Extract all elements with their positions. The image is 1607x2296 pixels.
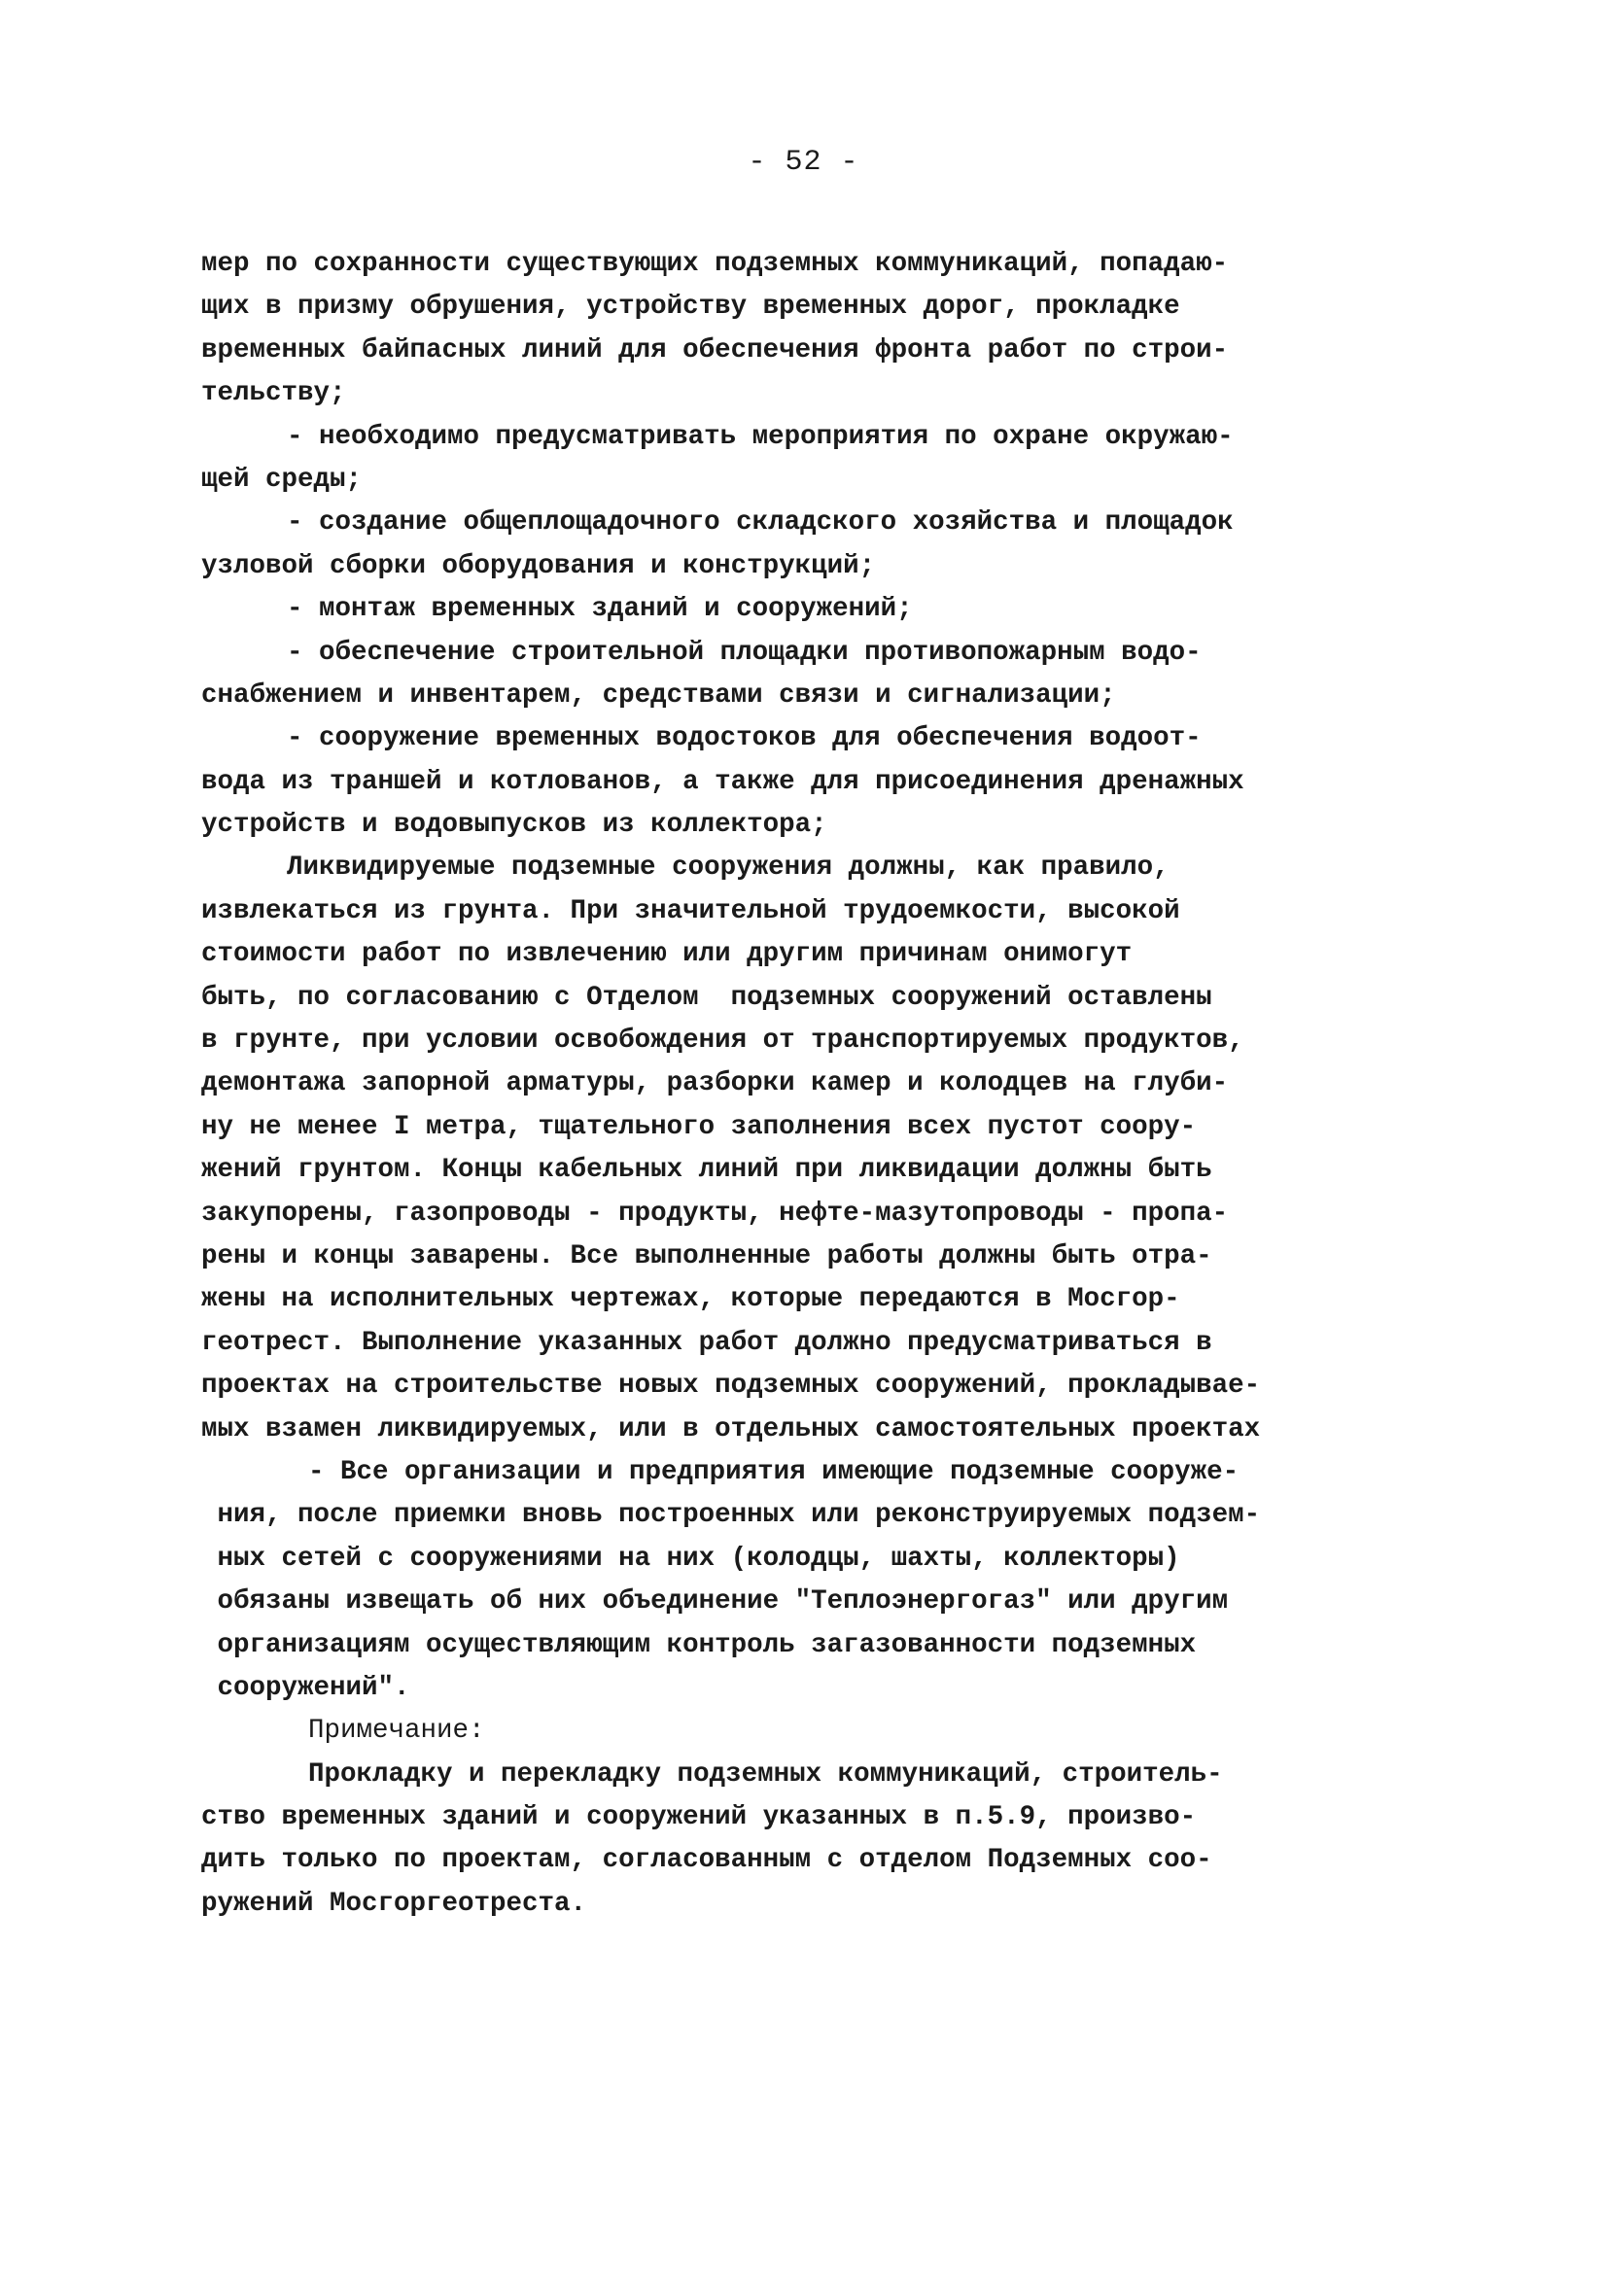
text-line: демонтажа запорной арматуры, разборки камер и колодцев на глуби-	[201, 1068, 1229, 1099]
text-line: жений грунтом. Концы кабельных линий при ликвидации должны быть	[201, 1155, 1212, 1186]
text-line: - необходимо предусматривать мероприятия по охране окружаю-	[287, 421, 1234, 452]
text-line: ну не менее I метра, тщательного заполнения всех пустот соору-	[201, 1111, 1197, 1142]
text-line: дить только по проектам, согласованным с отделом Подземных соо-	[201, 1845, 1212, 1876]
document-body	[201, 243, 1416, 1926]
text-line: сооружений".	[201, 1672, 410, 1703]
text-line: вода из траншей и котлованов, а также для присоединения дренажных	[201, 766, 1244, 797]
text-line: - создание общеплощадочного складского хозяйства и площадок	[287, 507, 1234, 539]
text-line: щих в призму обрушения, устройству временных дорог, прокладке	[201, 292, 1180, 323]
text-line: узловой сборки оборудования и конструкций;	[201, 550, 876, 581]
text-line: обязаны извещать об них объединение "Теплоэнергогаз" или другим	[201, 1586, 1229, 1618]
text-line: ния, после приемки вновь построенных или реконструируемых подзем-	[201, 1500, 1261, 1531]
text-line: жены на исполнительных чертежах, которые передаются в Мосгор-	[201, 1284, 1180, 1315]
text-line: Ликвидируемые подземные сооружения должны, как правило,	[287, 852, 1170, 884]
text-line: быть, по согласованию с Отделом подземных сооружений оставлены	[201, 982, 1212, 1013]
text-line: мер по сохранности существующих подземных коммуникаций, попадаю-	[201, 249, 1229, 279]
text-line: Примечание:	[308, 1716, 485, 1747]
text-line: снабжением и инвентарем, средствами связи и сигнализации;	[201, 679, 1116, 711]
text-line: устройств и водовыпусков из коллектора;	[201, 810, 827, 841]
text-line: ных сетей с сооружениями на них (колодцы, шахты, коллекторы)	[201, 1543, 1180, 1574]
text-line: ружений Мосгоргеотреста.	[201, 1888, 587, 1919]
text-line: закупорены, газопроводы - продукты, нефте-мазутопроводы - пропа-	[201, 1198, 1229, 1229]
text-line: стоимости работ по извлечению или другим причинам онимогут	[201, 939, 1133, 970]
text-line: организациям осуществляющим контроль загазованности подземных	[201, 1629, 1197, 1660]
text-line: тельству;	[201, 378, 346, 409]
text-line: щей среды;	[201, 464, 363, 495]
text-line: - Все организации и предприятия имеющие подземные сооруже-	[308, 1456, 1240, 1487]
page-number: - 52 -	[748, 146, 859, 179]
text-line: геотрест. Выполнение указанных работ должно предусматриваться в	[201, 1327, 1212, 1358]
text-line: мых взамен ликвидируемых, или в отдельных самостоятельных проектах	[201, 1413, 1261, 1444]
text-line: рены и концы заварены. Все выполненные работы должны быть отра-	[201, 1240, 1212, 1271]
text-line: ство временных зданий и сооружений указанных в п.5.9, произво-	[201, 1802, 1197, 1833]
text-line: в грунте, при условии освобождения от транспортируемых продуктов,	[201, 1026, 1244, 1057]
text-line: - сооружение временных водостоков для обеспечения водоот-	[287, 723, 1202, 754]
text-line: извлекаться из грунта. При значительной трудоемкости, высокой	[201, 895, 1180, 926]
text-line: проектах на строительстве новых подземных сооружений, прокладывае-	[201, 1371, 1261, 1402]
text-line: Прокладку и перекладку подземных коммуникаций, строитель-	[308, 1758, 1223, 1790]
text-line: временных байпасных линий для обеспечения фронта работ по строи-	[201, 334, 1229, 365]
text-line: - монтаж временных зданий и сооружений;	[287, 594, 913, 625]
text-line: - обеспечение строительной площадки противопожарным водо-	[287, 637, 1202, 668]
